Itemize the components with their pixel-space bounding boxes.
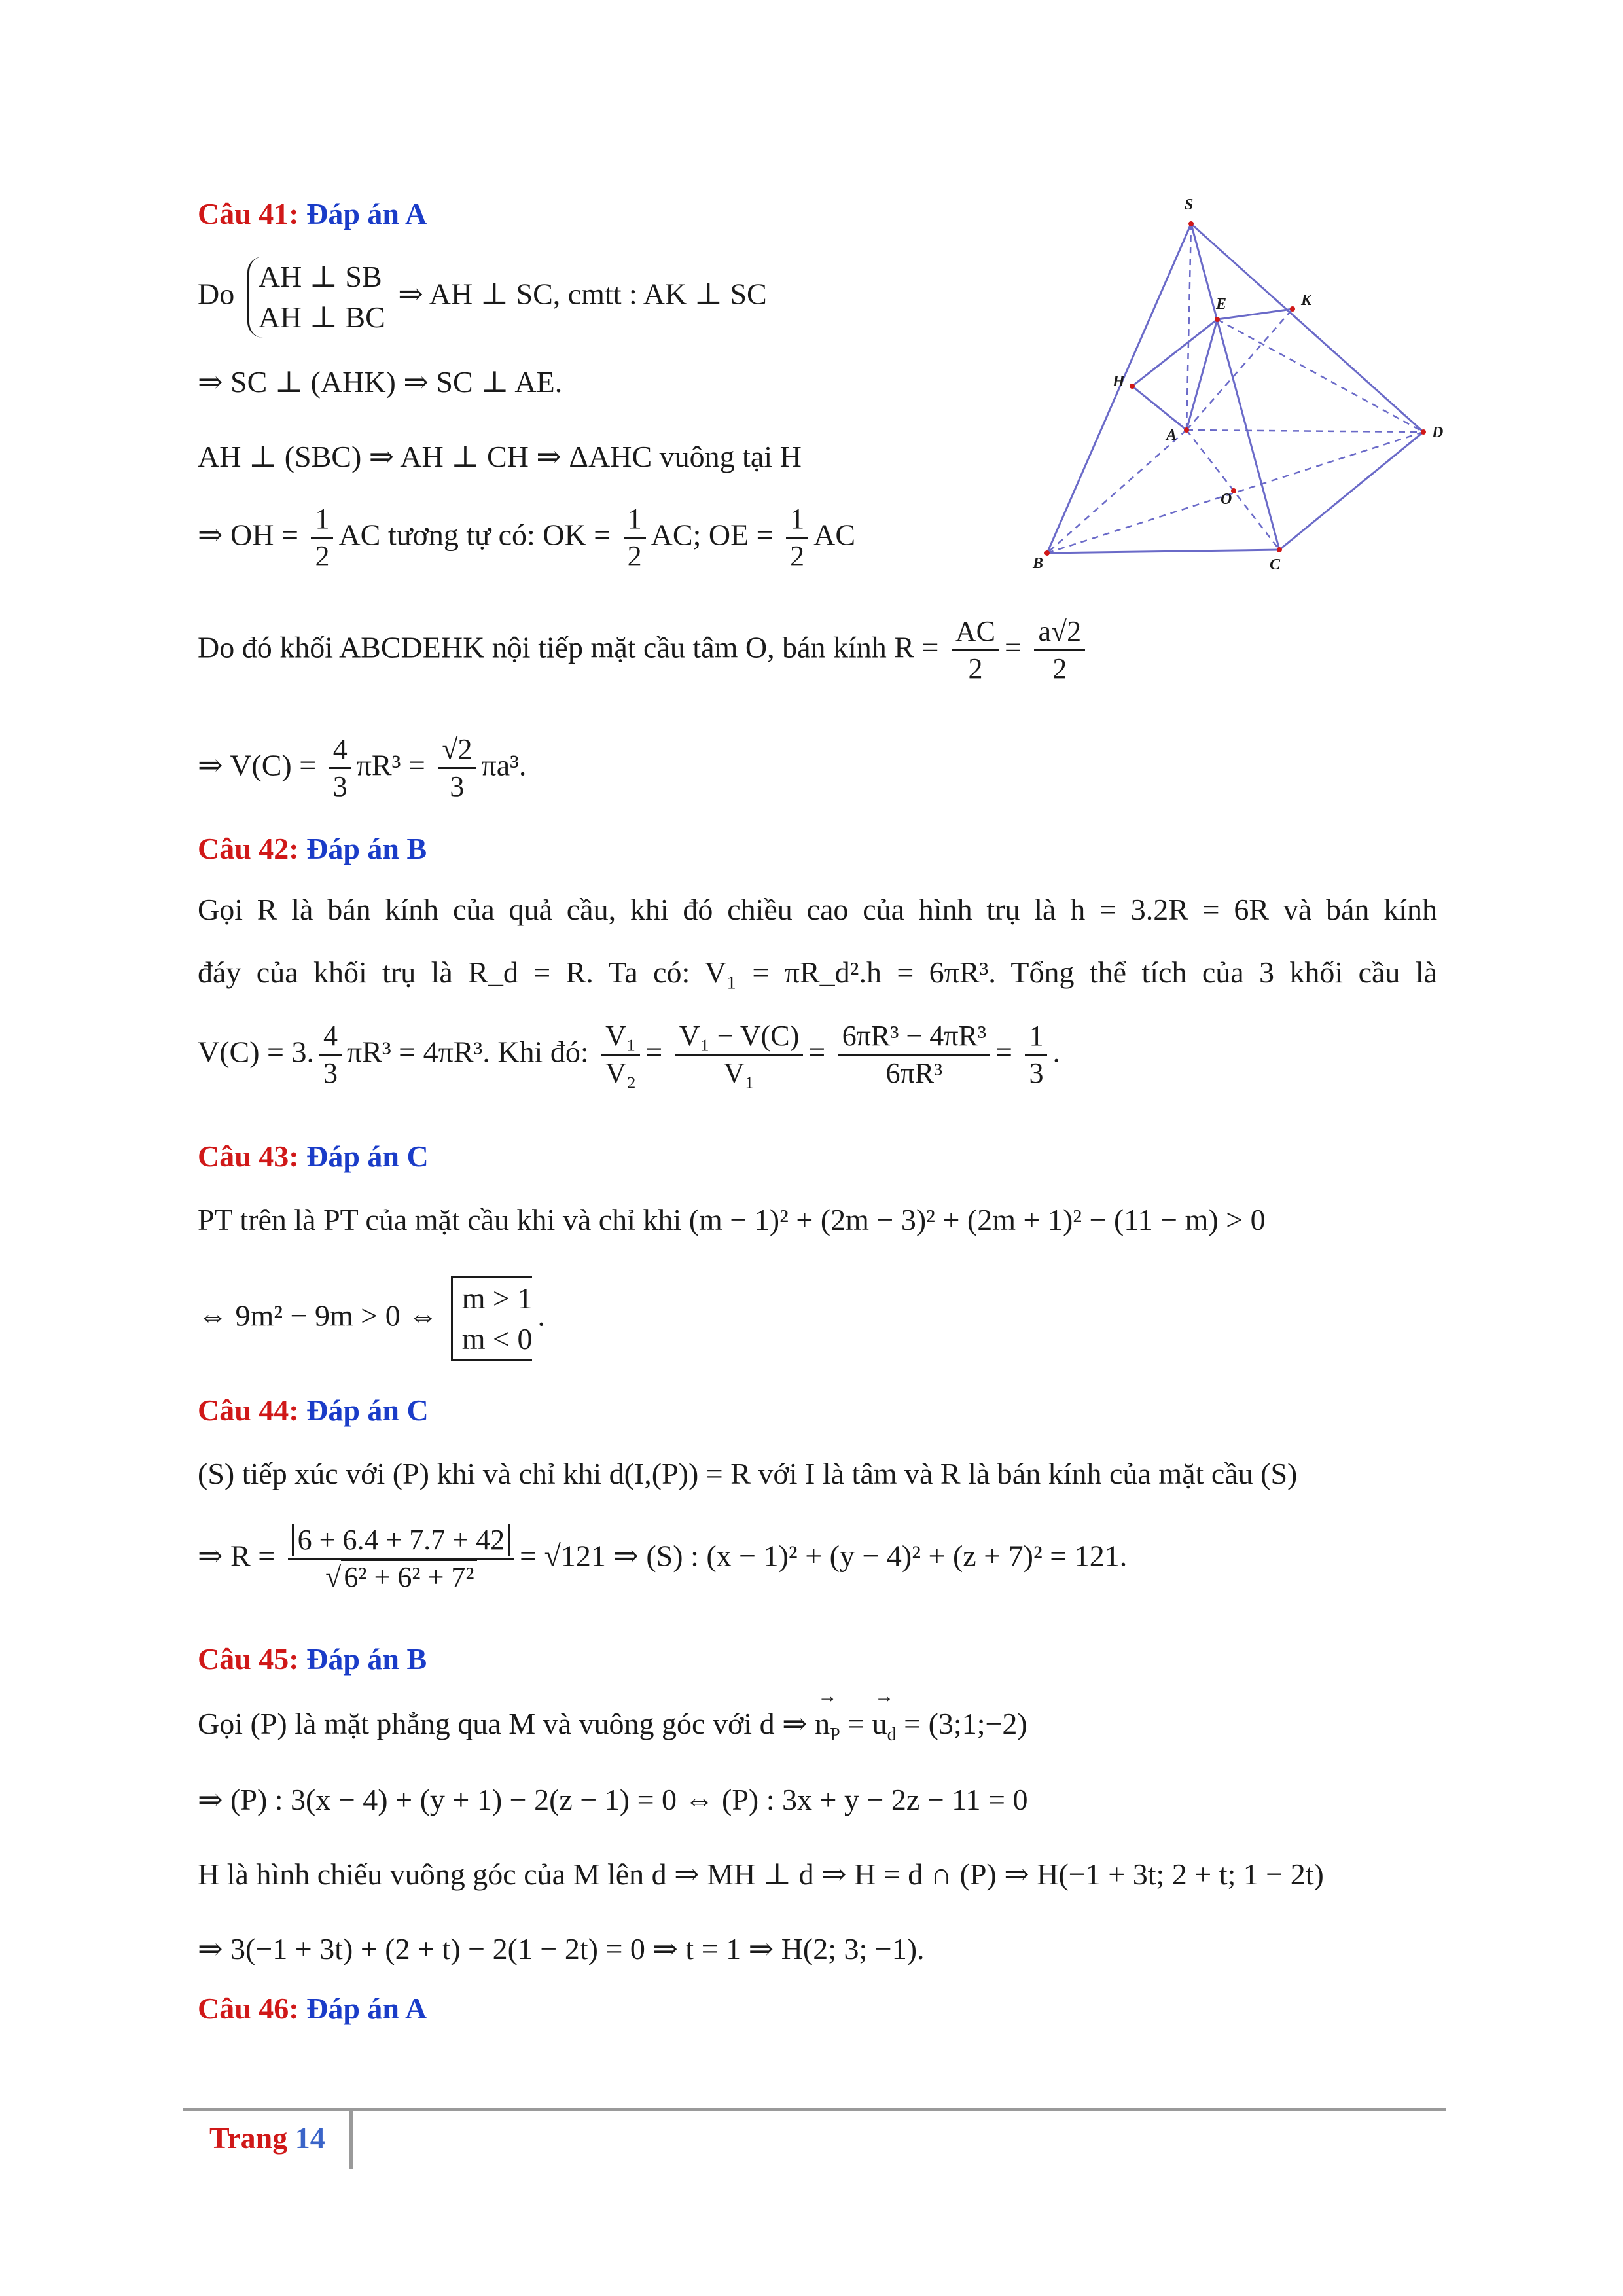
footer-divider (349, 2109, 353, 2169)
q42-answer: Đáp án B (306, 832, 427, 865)
q41-oh-ac: AC tương tự có: OK = (338, 518, 611, 552)
q45-title: Câu 45: (198, 1642, 299, 1676)
q41-heading (198, 196, 427, 231)
frac-num: V₁ − V(C) (675, 1021, 804, 1056)
frac-num: 6πR³ − 4πR³ (838, 1021, 990, 1056)
q41-vol-end: πa³. (481, 748, 527, 782)
edge-cd (1279, 432, 1423, 550)
footer-rule (183, 2108, 1446, 2111)
q44-r-pre: ⇒ R = (198, 1539, 276, 1573)
frac-den: 2 (1052, 653, 1067, 685)
point-h (1130, 384, 1135, 389)
q45-line1: Gọi (P) là mặt phẳng qua M và vuông góc với d ⇒ → $n_P$ = → $u_d$ = (3;1;−2) (198, 1706, 1027, 1746)
frac-num (288, 1525, 514, 1560)
q41-vol-frac (329, 734, 351, 802)
page-number: 14 (294, 2121, 325, 2155)
q43-line2-end: . (537, 1299, 545, 1333)
frac-num: a√2 (1034, 617, 1085, 651)
q45-answer: Đáp án B (306, 1642, 427, 1676)
vec-sub: d (887, 1725, 897, 1746)
q44-answer: Đáp án C (306, 1393, 429, 1427)
q41-vol2-frac (438, 734, 476, 802)
vector-n-p (815, 1706, 840, 1746)
q43-case2: m < 0 (461, 1322, 533, 1356)
q43-title: Câu 43: (198, 1139, 299, 1173)
pyramid-figure (1021, 190, 1453, 583)
q42-frac4 (838, 1021, 990, 1088)
q42-line2: đáy của khối trụ là R_d = R. Ta có: V₁ = πR_d².h = 6πR³. Tổng thể tích của 3 khối cầu là (198, 956, 1437, 989)
edge-ha (1132, 386, 1186, 430)
point-b (1044, 550, 1050, 556)
label-s: S (1185, 196, 1194, 213)
q41-sys-result: ⇒ AH ⊥ SC, cmtt : AK ⊥ SC (398, 277, 767, 311)
q42-l3-pre: V(C) = 3. (198, 1035, 314, 1069)
edge-bc (1047, 550, 1279, 553)
q45-line1-pre: Gọi (P) là mặt phẳng qua M và vuông góc với d ⇒ (198, 1707, 808, 1740)
abs-value: 6 + 6.4 + 7.7 + 42 (292, 1524, 510, 1556)
q42-line1: Gọi R là bán kính của quả cầu, khi đó chiều cao của hình trụ là h = 3.2R = 6R và bán kính (198, 893, 1437, 926)
q43-line1: PT trên là PT của mặt cầu khi và chỉ khi (m − 1)² + (2m − 3)² + (2m + 1)² − (11 − m) > 0 (198, 1203, 1266, 1236)
q44-line2 (198, 1525, 1127, 1592)
q42-l3-mid: πR³ = 4πR³. Khi đó: (346, 1035, 589, 1069)
q41-r2-frac (1034, 617, 1085, 684)
q44-r-frac (288, 1525, 514, 1592)
q43-cases (451, 1276, 533, 1361)
point-s (1188, 221, 1194, 226)
edge-ed (1217, 319, 1423, 432)
frac-num: 4 (329, 734, 351, 769)
frac-den: 3 (1029, 1057, 1044, 1090)
q44-line1: (S) tiếp xúc với (P) khi và chỉ khi d(I,(P)) = R với I là tâm và R là bán kính của mặt cầu (S) (198, 1457, 1298, 1490)
frac-den: V₁ (723, 1057, 755, 1090)
q41-sphere-line (198, 617, 1090, 684)
q42-frac1 (319, 1021, 342, 1088)
q46-answer: Đáp án A (306, 1992, 427, 2025)
q41-sys2: AH ⊥ BC (258, 300, 385, 334)
q42-frac2 (601, 1021, 640, 1088)
q41-half-3 (786, 504, 808, 571)
q45-line2: ⇒ (P) : 3(x − 4) + (y + 1) − 2(z − 1) = 0 ⇔ (P) : 3x + y − 2z − 11 = 0 (198, 1783, 1028, 1816)
q44-title: Câu 44: (198, 1393, 299, 1427)
label-o: O (1221, 491, 1232, 508)
q41-do: Do (198, 277, 235, 311)
label-a: A (1166, 427, 1177, 444)
label-k: K (1301, 292, 1312, 309)
q43-heading (198, 1139, 429, 1174)
q45-line3: H là hình chiếu vuông góc của M lên d ⇒ MH ⊥ d ⇒ H = d ∩ (P) ⇒ H(−1 + 3t; 2 + t; 1 − 2t) (198, 1857, 1324, 1891)
q41-line3: AH ⊥ (SBC) ⇒ AH ⊥ CH ⇒ ΔAHC vuông tại H (198, 440, 802, 473)
q44-heading (198, 1393, 429, 1427)
frac-den: 2 (315, 540, 330, 573)
frac-num: AC (952, 617, 999, 651)
edge-ad (1186, 430, 1423, 432)
vec-sub: P (830, 1725, 840, 1746)
frac-den: V₂ (605, 1057, 637, 1090)
vector-u-d (872, 1706, 897, 1746)
q41-sys1: AH ⊥ SB (258, 260, 382, 293)
label-e: E (1216, 296, 1227, 313)
q41-answer: Đáp án A (306, 197, 427, 230)
q41-r-frac (952, 617, 999, 684)
q42-l3-end: . (1052, 1035, 1060, 1069)
q41-title: Câu 41: (198, 197, 299, 230)
label-b: B (1033, 555, 1044, 572)
frac-den: 2 (790, 540, 805, 573)
point-k (1290, 306, 1295, 312)
edge-sd (1191, 224, 1423, 432)
q42-title: Câu 42: (198, 832, 299, 865)
q41-oe-ac: AC (813, 518, 856, 552)
edge-sa (1186, 224, 1191, 430)
q41-oh-line (198, 504, 855, 571)
frac-den: 3 (450, 770, 465, 803)
point-e (1215, 317, 1220, 322)
q45-heading (198, 1641, 427, 1676)
q41-system-line (198, 257, 767, 338)
q43-case1: m > 1 (461, 1282, 533, 1315)
q46-heading (198, 1991, 427, 2026)
frac-den: √6² + 6² + 7² (321, 1560, 480, 1592)
q43-line2-pre: ⇔ 9m² − 9m > 0 ⇔ (198, 1299, 438, 1333)
footer-label-text: Trang (209, 2121, 288, 2155)
frac-num: 1 (624, 504, 646, 539)
label-d: D (1432, 424, 1444, 441)
q44-r-post: = √121 ⇒ (S) : (x − 1)² + (y − 4)² + (z + 7)² = 121. (520, 1539, 1128, 1573)
edge-ab (1047, 430, 1186, 553)
q41-sphere-text: Do đó khối ABCDEHK nội tiếp mặt cầu tâm O, bán kính R = (198, 630, 939, 664)
q42-line3 (198, 1021, 1060, 1088)
frac-den: 3 (323, 1057, 338, 1090)
q43-line2 (198, 1276, 545, 1361)
q41-half-1 (311, 504, 333, 571)
frac-den: 2 (627, 540, 642, 573)
q42-frac3 (675, 1021, 804, 1088)
edge-ek (1217, 309, 1293, 319)
vec-letter: n (815, 1707, 830, 1740)
q41-system (247, 257, 385, 338)
q46-title: Câu 46: (198, 1992, 299, 2025)
edge-ea (1186, 319, 1217, 430)
frac-den: 2 (968, 653, 983, 685)
q42-eq2: = (808, 1035, 826, 1069)
q41-vol-pre: ⇒ V(C) = (198, 748, 317, 782)
q41-ok-ac: AC; OE = (651, 518, 774, 552)
point-a (1184, 427, 1189, 433)
frac-den: 3 (332, 770, 348, 803)
label-h: H (1113, 373, 1125, 390)
sqrt-radicand: 6² + 6² + 7² (341, 1559, 476, 1593)
q41-oh-pre: ⇒ OH = (198, 518, 298, 552)
frac-den: 6πR³ (885, 1057, 943, 1090)
label-c: C (1270, 556, 1281, 573)
point-c (1277, 547, 1282, 552)
q42-eq1: = (645, 1035, 663, 1069)
point-d (1421, 429, 1426, 435)
vec-letter: u (872, 1707, 887, 1740)
q45-line4: ⇒ 3(−1 + 3t) + (2 + t) − 2(1 − 2t) = 0 ⇒ t = 1 ⇒ H(2; 3; −1). (198, 1932, 925, 1965)
edge-sc (1191, 224, 1279, 550)
footer-page-label (209, 2121, 325, 2155)
q41-volume-line (198, 734, 526, 802)
q43-answer: Đáp án C (306, 1139, 429, 1173)
frac-num: 1 (1025, 1021, 1047, 1056)
q41-half-2 (624, 504, 646, 571)
frac-num: √2 (438, 734, 476, 769)
frac-num: 4 (319, 1021, 342, 1056)
q42-eq3: = (995, 1035, 1012, 1069)
q41-line2: ⇒ SC ⊥ (AHK) ⇒ SC ⊥ AE. (198, 365, 563, 399)
q42-heading (198, 831, 427, 866)
q42-frac5 (1025, 1021, 1047, 1088)
q41-r-eq: = (1005, 630, 1022, 664)
frac-num: 1 (786, 504, 808, 539)
frac-num: 1 (311, 504, 333, 539)
q45-line1-post: = (3;1;−2) (904, 1707, 1027, 1740)
q41-vol-mid: πR³ = (356, 748, 425, 782)
frac-num: V₁ (601, 1021, 640, 1056)
